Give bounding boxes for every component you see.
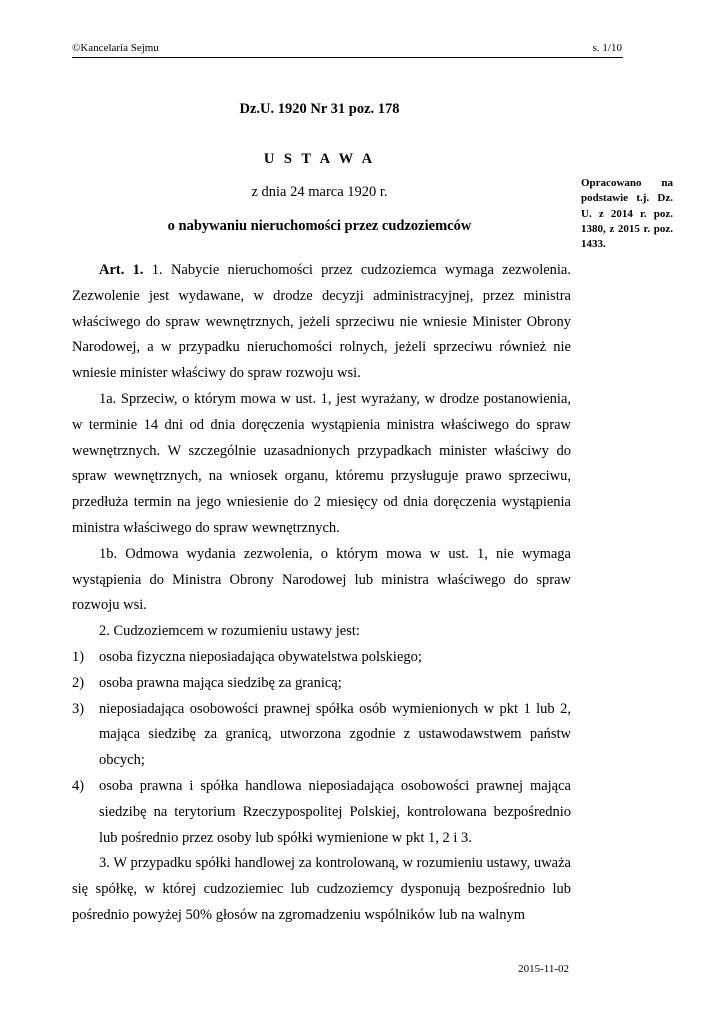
paragraph-2: 2. Cudzoziemcem w rozumieniu ustawy jest:	[99, 623, 360, 640]
list-item-text: osoba fizyczna nieposiadająca obywatelstwa polskiego;	[99, 648, 422, 665]
footer-date: 2015-11-02	[518, 963, 569, 975]
page-number: s. 1/10	[592, 42, 622, 54]
header-source: ©Kancelaria Sejmu	[72, 42, 159, 54]
list-item	[72, 697, 571, 774]
list-item	[72, 671, 571, 697]
list-item	[72, 774, 571, 851]
list-item-number: 2)	[72, 674, 85, 691]
list-item-number: 3)	[72, 700, 85, 717]
list-item	[72, 645, 571, 671]
act-type-heading: U S T A W A	[263, 151, 376, 167]
list-item-number: 1)	[72, 648, 85, 665]
paragraph-1b: 1b. Odmowa wydania zezwolenia, o którym mowa w ust. 1, nie wymaga wystąpienia do Ministra Obrony Narodowej lub ministra właściwego do spraw rozwoju wsi.	[72, 545, 571, 614]
list-item-number: 4)	[72, 777, 85, 794]
paragraph-3: 3. W przypadku spółki handlowej za kontrolowaną, w rozumieniu ustawy, uważa się spółkę, w której cudzoziemiec lub cudzoziemcy dysponują bezpośrednio lub pośrednio powyżej 50% głosów na zgromadzeniu wspólników lub na walnym	[72, 855, 571, 923]
article-1-paragraph-1-text: 1. Nabycie nieruchomości przez cudzoziemca wymaga zezwolenia. Zezwolenie jest wydawane, w drodze decyzji administracyjnej, przez ministra właściwego do spraw wewnętrznych, jeżeli sprzeciwu nie wniesie Minister Obrony Narodowej, a w przypadku nieruchomości rolnych, jeżeli sprzeciwu również nie wniesie minister właściwy do spraw rozwoju wsi.	[72, 262, 571, 382]
list-item-text: osoba prawna i spółka handlowa nieposiadająca osobowości prawnej mająca siedzibę na terytorium Rzeczypospolitej Polskiej, kontrolowana bezpośrednio lub pośrednio przez osoby lub spółki wymienione w pkt 1, 2 i 3.	[99, 777, 571, 846]
list-item-text: osoba prawna mająca siedzibę za granicą;	[99, 674, 342, 691]
journal-reference: Dz.U. 1920 Nr 31 poz. 178	[239, 101, 400, 117]
act-date: z dnia 24 marca 1920 r.	[251, 184, 388, 200]
paragraph-1a: 1a. Sprzeciw, o którym mowa w ust. 1, jest wyrażany, w drodze postanowienia, w terminie 14 dni od dnia doręczenia wystąpienia ministra właściwego do spraw wewnętrznych. W szczególnie uzasadnionych przypadkach minister właściwy do spraw wewnętrznych, na wniosek organu, któremu przysługuje prawo sprzeciwu, przedłuża termin na jego wniesienie do 2 miesięcy od dnia doręczenia wystąpienia ministra właściwego do spraw wewnętrznych.	[72, 390, 571, 536]
article-1-label: Art. 1.	[99, 262, 144, 278]
side-note: Opracowano na podstawie t.j. Dz. U. z 2014 r. poz. 1380, z 2015 r. poz. 1433.	[581, 177, 673, 251]
document-body	[72, 258, 571, 929]
act-subject: o nabywaniu nieruchomości przez cudzoziemców	[167, 218, 472, 234]
list-item-text: nieposiadająca osobowości prawnej spółka osób wymienionych w pkt 1 lub 2, mająca siedzibę za granicą, utworzona zgodnie z ustawodawstwem państw obcych;	[99, 700, 571, 769]
article-1-paragraph-1	[72, 258, 571, 387]
header-divider	[72, 57, 623, 58]
